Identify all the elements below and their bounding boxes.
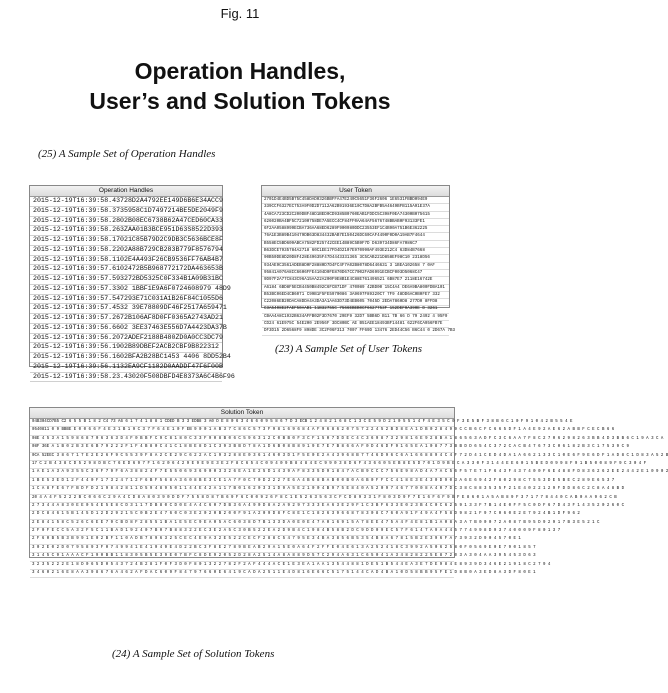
table-row: 2015-12-19T16:39:58.3735958C1D7497214BE5DE2049F9 [30,207,222,217]
table-row: 2701D4E4BD5B75C458DAD0326BBFFA47E240C5651F36F2606 1E6531FBBD094E9 [262,197,449,204]
figure-label: Fig. 11 [220,6,260,21]
table-row: 3 4 6 0 2 1 6 E 8 A A 3 9 8 6 7 6 A 4 6 2 A F D A C 6 0 9 F 8 4 7 9 7 6 6 0 E 6 4 1 9 C A D A 2 5 1 1 E 4 D 8 1 6 E 6 6 C 5 1 7 5 1 4 4 C A D 4 B A 1 0 D 5 8 B B 9 5 F E 1 D 8 B 0 A 3 E D 8 A 3 D F 8 0 E 1 [30,570,454,578]
table-row: 2015-12-19T16:39:58.2802B08EC6738B62A47CED60CA33 [30,217,222,227]
solution-tokens-list [30,419,668,578]
user-tokens-list [262,197,455,336]
table-row: 76A1E3B89B410479DB63D834432BAB7E150426DC60CAF4490F0D0A19AB7F4644 [262,233,449,240]
table-row: 0CA 52EEC 3 8 6 7 1 7 E 2 E 2 6 F 9 C 5 5 3 9 F 8 A 2 C E 2 9 C 6 2 2 A C 1 9 3 2 8 8 E 0 3 6 1 4 6 0 3 D 1 F 5 E 0 E 2 A 4 3 9 6 8 B 7 7 4 6 D 9 6 C 6 A 1 6 6 8 8 9 4 C 4 F 7 2 D 4 1 C E D 4 D A 1 A 6 6 2 1 3 3 C 1 0 E 6 F 9 E 6 D F 1 A D 8 C 1 D 8 3 A 5 2 B [30,453,454,461]
solution-tokens-header: Solution Token [30,408,454,419]
table-row: 3 2 3 5 2 2 2 E 1 8 D 0 6 5 D 0 5 4 3 7 2 4 B 2 8 1 F 0 F 3 D 0 F 8 0 1 3 2 2 7 8 2 F 2 A F 4 4 4 A C E 1 E 3 E A 1 A A 1 3 5 4 4 8 8 1 D E 5 1 B 5 4 4 E A 3 E 7 D E 9 8 4 E 8 9 3 9 D 3 4 6 E 2 1 9 1 8 C 2 7 9 4 [30,562,454,570]
table-row: 3 0 2 E 0 2 D 0 7 9 5 8 9 3 F 0 7 4 9 9 4 1 E 4 1 9 4 9 E 4 D 2 2 B C 3 F 8 E 2 7 8 9 B E A B 2 9 A 1 5 E 0 A 6 4 F 2 F F E 0 4 E 6 1 3 A 2 5 2 4 1 8 C 3 9 9 2 A 5 0 6 2 5 8 0 F 0 5 6 9 E 0 E 7 9 0 1 8 5 7 [30,545,454,553]
table-row: 2015-12-19T16:39:57.4532 39E78809DF46F2517A659471 [30,304,222,314]
table-row: B558EC5BD609ABCA7582FD25742CEE14B89C5B9F7D D639734D86FA7086C7 [262,241,449,248]
table-row: 339CCF6327EC753A9F0D2D7112A62B91936E10C7D8A2BFB5A4649BFB115A91E37A [262,204,449,211]
user-tokens-header: User Token [262,186,449,197]
table-row: 626020BA4BF5C72100758DE7A5ECC4CF84FF0AA64AF5676748BBAB0F93133FE1 [262,219,449,226]
table-row: CD24 61E975C 54E200 2E956F 3DC80BC AE B51AEE18493BF14481 622F6CA956FB7E [262,321,449,328]
table-row: 2015-12-19T16:39:58.23.43020F508DBFD4E8373A6C4B6F96 [30,373,222,383]
table-row: 2 7 3 4 4 A 8 3 0 E E 0 5 4 E 5 E 8 C D 3 1 1 7 D B 8 0 C D 0 E 4 A 4 C 6 0 7 D B 3 6 A 4 9 0 D 8 A 2 A 9 2 9 7 3 3 3 E A 6 3 E 2 9 F 1 C 3 B F 6 3 3 E 0 2 3 B 4 C 0 C 6 2 5 9 1 3 3 F 7 B 1 4 E 0 F F 5 C 0 D F 6 7 D 4 3 F 1 4 3 5 2 0 2 6 0 C [30,503,454,511]
table-row: 2015-12-19T16:39:57.3302 1BBF1E9A6F0724608979 48D9 [30,285,222,295]
table-row: B53BC06ED4CB6071 C99B1F5FE5970086 3A9697F89320C7 7F9 48DD6AC0B0FE7 332 [262,292,449,299]
table-row: 08F 36E A 1 B 0 2 B 3 E 6 B 7 9 2 2 2 F 1 F 4 B 8 0 C 4 1 C 1 8 B E 8 D 1 C 3 9 3 B B D 7 8 A 1 D 6 B 0 8 B 8 9 1 9 E 7 E 7 B 8 6 6 A F 0 D 4 6 D F 9 1 6 5 E A 1 0 8 7 7 3 B B D D 6 5 4 C 3 7 2 C A C B 4 7 6 7 3 C 0 6 1 8 2 B 3 C 1 7 5 3 9 C 9 [30,444,454,452]
table-row: 934AE9C3561ADEB8D0F28880D7D4FC4F7A02B8078D6446631 3 1BEA102658 7 0AF [262,263,449,270]
table-row: 2015-12-19T16:39:56.1602BFA2B28BC1453 4406 8DD52B4 [30,353,222,363]
table-row: CBAA4A8C1932B634AFFB02F3D7670 29EF9 32D7 5BB6D B11 7B 66 D 79 2492 4 95F9 [262,314,449,321]
table-row: C3A5408E2FAEF50AAB1 11B32755C 7566EBEB0CF6627753F 152DEF0A390E D 3261 [262,306,449,313]
table-row: 2015-12-19T16:39:58.263ZAA01B3BCE951D63S8522D393 [30,226,222,236]
operation-handles-panel [29,185,235,380]
user-tokens-panel [261,185,455,334]
table-row: 2 D C 8 4 6 1 5 B 1 4 5 D 1 2 D 2 9 2 1 5 C 0 B 2 E 4 7 6 0 C 0 3 E 2 0 2 0 B 2 0 0 F 9 1 A 2 0 9 D 8 F C 8 E 1 C 1 8 2 6 3 9 6 6 8 7 8 3 0 8 C 7 6 0 A 9 1 F 4 9 A 4 F 5 8 D 9 8 2 1 F 9 7 C 0 6 0 E 2 E 7 9 2 4 B 1 D F 9 6 2 [30,511,454,519]
table-row: 1 A E 1 A 3 A 9 3 5 5 C 3 6 F 7 9 F 6 A 3 8 8 2 4 F 7 E 5 5 0 6 9 3 6 9 0 0 3 3 2 6 E A 1 E 2 5 D 1 4 3 9 A F 8 3 3 5 D 9 1 8 4 7 A C B 9 C C C 7 5 6 E 9 8 A D 4 A 7 A C 5 6 F 5 7 E 7 1 F 6 4 3 F 4 3 7 4 0 0 F 6 E 4 8 8 F D 8 3 6 2 6 2 E E 2 4 4 2 E 1 0 9 0 2 [30,469,454,477]
table-row: 2015-12-19T16:39:56.1132EA9CF1182D0AADDF47F6F00B [30,363,222,373]
table-row: 2 E 8 4 1 5 8 C 5 2 6 C 6 E E 7 9 C B D 8 F 2 8 5 5 1 B A 1 E 5 E C 9 E A 0 5 A C 6 0 3 8 D 7 B 1 3 3 D A 0 E 0 E 4 7 A 0 1 6 9 1 5 A 7 8 E E 4 7 5 A 4 F 4 E 8 1 B 1 A 0 8 A 3 A 7 B 0 0 0 7 2 A 0 8 7 B 9 5 D 9 2 9 1 7 B 3 E 5 2 1 C [30,520,454,528]
title-line-2: User’s and Solution Tokens [89,88,391,114]
table-row: 3 1 4 5 C 9 1 A A A C F 1 9 0 B B 1 1 8 3 0 5 B 5 E 3 9 E 0 7 B F C 8 D E 9 2 0 5 2 D 2 8 A 2 5 1 4 A 8 A 8 8 9 D 5 7 C 2 9 4 A 6 3 1 C 6 5 0 4 1 A 3 4 8 2 8 2 2 5 E 8 7 2 0 3 A 3 0 4 A A 3 9 5 4 5 3 D 6 3 [30,553,454,561]
table-row: 95841A076A8IC6606FFE4104D0FE870D67CC7002FAD6991ECBCF003D5068C47 [262,270,449,277]
table-row: 6F2AA0588999ECBA736AA68ED6289F900980DDC23553EF1C4B90A751B6E362225 [262,226,449,233]
table-row: B63DCE7935784A2718 60C1EE17FD4D2107E970990AF493E212C4 63D84B7668 [262,248,449,255]
table-row: 2015-12-19T16:39:58.1102E4A493F26CB9536FF76AB4B7 [30,256,222,266]
table-row: 08E 4 5 3 A 1 5 9 8 6 8 7 0 6 3 6 3 D 4 F 0 B B F C 9 C 8 1 8 0 C 3 3 F 9 0 8 B 0 6 C 5 9 6 3 1 2 C 0 B B 0 F 3 C F 1 5 0 7 D D E C 4 C 3 6 9 8 7 3 2 9 8 1 6 E 9 2 8 B A 1 8 6 5 6 3 A D F C 3 C 6 A A 7 F 8 C 2 7 0 6 2 9 8 2 6 3 B B 4 D 3 B B 6 C 1 9 A 3 C A [30,436,454,444]
table-row: 90B50DE8D20D8F428E49635F47D4443331365 3C5CAB221D858EF98C10 2318D56 [262,255,449,262]
operation-handles-header: Operation Handles [30,186,222,197]
caption-solution-tokens: (24) A Sample Set of Solution Tokens [112,648,275,660]
solution-tokens-panel [29,407,668,576]
table-row: 2015-12-19T16:39:56.2072ADEF2188B480ZD0A0CC3DC79 [30,334,222,344]
table-row: 2 F 0 F E C C 5 A 3 2 F 5 C 1 1 B A D 1 9 2 4 0 7 B 0 7 B 8 8 3 2 2 E C 3 E 2 A 5 C 3 0 B 5 2 2 E A 2 D 9 B 4 C 1 9 8 4 B 5 8 B 2 D C 9 D D 0 9 E C 5 7 F 6 1 4 7 A 9 A 4 4 5 7 7 4 9 9 8 D 9 3 7 4 0 0 0 9 F 8 0 1 3 7 [30,528,454,536]
table-row: 1 B E 5 3 E D 1 2 F 4 4 0 F 1 7 3 2 4 7 1 2 F 6 B F 5 6 8 A 3 6 0 8 B E 3 C E 1 A 7 F 0 C 7 0 D 2 2 2 7 E 6 A 4 B 6 8 B A B 0 0 B 0 A 6 B 0 F F C C 4 1 8 E 3 E 4 3 0 D 9 0 3 A 6 E 6 9 4 2 F 8 0 2 9 8 C 7 5 5 3 D E 5 B E C 2 8 9 E 6 5 3 7 [30,478,454,486]
table-row: 2 F 6 0 B 5 B 3 B 9 9 1 E 0 2 B F 1 1 0 A D B 7 8 9 6 3 2 5 C E C 4 E 9 A 3 2 E 5 2 2 C E C F 2 8 8 C 5 4 7 9 5 E 3 4 B A 3 8 5 6 B 5 3 5 4 B 8 A 6 7 8 1 5 B 2 E 3 9 6 F A 7 3 9 3 2 D 9 0 4 5 7 0 E 1 [30,536,454,544]
table-row: 2015-12-19T16:39:56.6602 3EE37463E556D7A4423DA37B [30,324,222,334]
table-row: 4A8CA723CD2C200DBF48D1BED0CD9385B0760EAB1FDDC5C398F0EA74300B075615 [262,212,449,219]
table-row: 2015-12-19T16:39:57.593272BD5325C0F334B1A09B31BC [30,275,222,285]
table-row: 2015-12-19T16:39:58.17021C85B79D2C9DB3C5636BCE8F [30,236,222,246]
table-row: 2015-12-19T16:39:58.43728D2A4792EE149D6B6E34ACC9 [30,197,222,207]
title-line-1: Operation Handles, [134,58,346,84]
table-row: 1 C A 8 F E 6 7 F B D F D 2 1 9 8 4 2 8 1 1 D 5 9 4 8 9 5 0 1 1 4 4 E 4 2 A 1 1 7 B 0 1 6 2 0 3 3 1 D 9 A 5 E 2 1 0 0 4 B 9 7 5 E 8 4 0 A 5 2 0 9 7 4 6 7 7 0 0 8 A 4 0 7 D C 3 8 C 8 8 3 5 3 5 F 2 1 E 4 0 2 2 1 2 9 F D D 8 6 C 2 C 8 A 4 8 B D [30,486,454,494]
table-row: A6184 6BD8F5ECB4450B8492C6FCB71DF 470089 42BD00 15C4A4 DE6A9BA800FDBA101 [262,285,449,292]
table-row: C22086EB20DACA8DDA4A3DA3A1AA63D73D4EB605 7045D 2EDA7860D8 277D0 8FFD8 [262,299,449,306]
table-row: 17 C 2 B 4 3 8 C D 5 2 9 8 D B C 7 6 E D 6 9 7 F 1 6 2 0 6 4 2 9 E 9 E 9 E 3 E 2 F 8 C 6 5 4 C 0 9 4 0 9 B 8 4 8 4 E C 9 9 0 3 8 D 6 F 4 3 6 6 0 5 E B 8 E 5 D 7 0 1 D 9 B E C A 3 3 0 F 3 1 4 4 E E 6 0 1 5 B E D 0 9 9 8 F 9 1 B 5 0 0 8 9 F 9 C 3 0 4 F [30,461,454,469]
table-row: 2015-12-19T16:39:58.2202A88B729CB283B779F8576794 [30,246,222,256]
table-row: 20 4 A 4 F 5 2 2 2 B C 0 6 6 C 2 9 A 4 C D 8 A 8 0 3 9 0 D D F 7 5 5 8 D 8 7 B 6 9 F 6 C 0 0 9 2 6 F 8 C 1 E 5 2 6 3 5 6 3 C F C D 8 9 3 3 1 F 8 0 3 D 9 F 7 E 1 6 F 6 F 9 B F E 8 6 0 1 A 5 A B 8 9 F 3 7 1 7 7 8 4 4 0 C A B 0 A A 9 6 2 C B [30,495,454,503]
operation-handles-list [30,197,235,382]
table-row: 04B304CD7B5 C2 6 5 5 B 1 8 2 C4 73 A6 6 1 7 4 1 8 8 1 CDED B 3 3 EDB8 3 A0 D E 8 0 6 3 4 6 6 0 9 5 8 6 7 D 3 ECB 1 2 4 8 2 1 6 8 C 1 3 C E 5 9 D 2 1 0 5 5 1 4 F 4 E 3 5 C 0 F 3 E 5 B F 3 8 B 6 C 1 0 F 9 1 0 4 2 B 5 5 4 E [30,419,454,427]
caption-user-tokens: (23) A Sample Set of User Tokens [275,343,423,355]
table-row: DF3D15 2D6568F9 898DE 3C2F06F313 7007 FF69D 13476 2ED44C56 B6C44 0 2D67A 7B3 [262,328,449,335]
table-row: 2015-12-19T16:39:57.6102472B5B968772172DA463653B [30,265,222,275]
table-row: 2015-12-19T16:39:57.2672B106AF8D0FF0365A2743AD21 [30,314,222,324]
table-row: 2015-12-19T16:39:56.1902B89DBEF2ACB2CBF9B822312 [30,343,222,353]
caption-operation-handles: (25) A Sample Set of Operation Handles [38,148,216,160]
table-row: 9D97F2A77C843C96A15AA22A200F9E8B1E4C88E761496521 6B87E7 2118E16742E [262,277,449,284]
page-title [0,56,480,116]
table-row: 0540811 0 9 BBBE E 0 0 6 6 F 4 E 3 1 B 1 9 C 3 7 F 6 4 E 1 0 F EB 9 0 0 1 A B 3 7 C 8 6 C 5 7 3 F 9 8 1 6 9 6 8 4 A F 9 6 8 6 2 0 7 5 7 2 2 4 5 2 B D 8 E A 1 D B 0 2 8 4 9 9 C C B 6 C F C 6 6 5 D F 1 A 4 E 9 2 A E 6 2 A B B F C E C B 6 6 [30,427,454,435]
table-row: 2015-12-19T16:39:57.547293E71C031A1B26F84C1055D6 [30,295,222,305]
